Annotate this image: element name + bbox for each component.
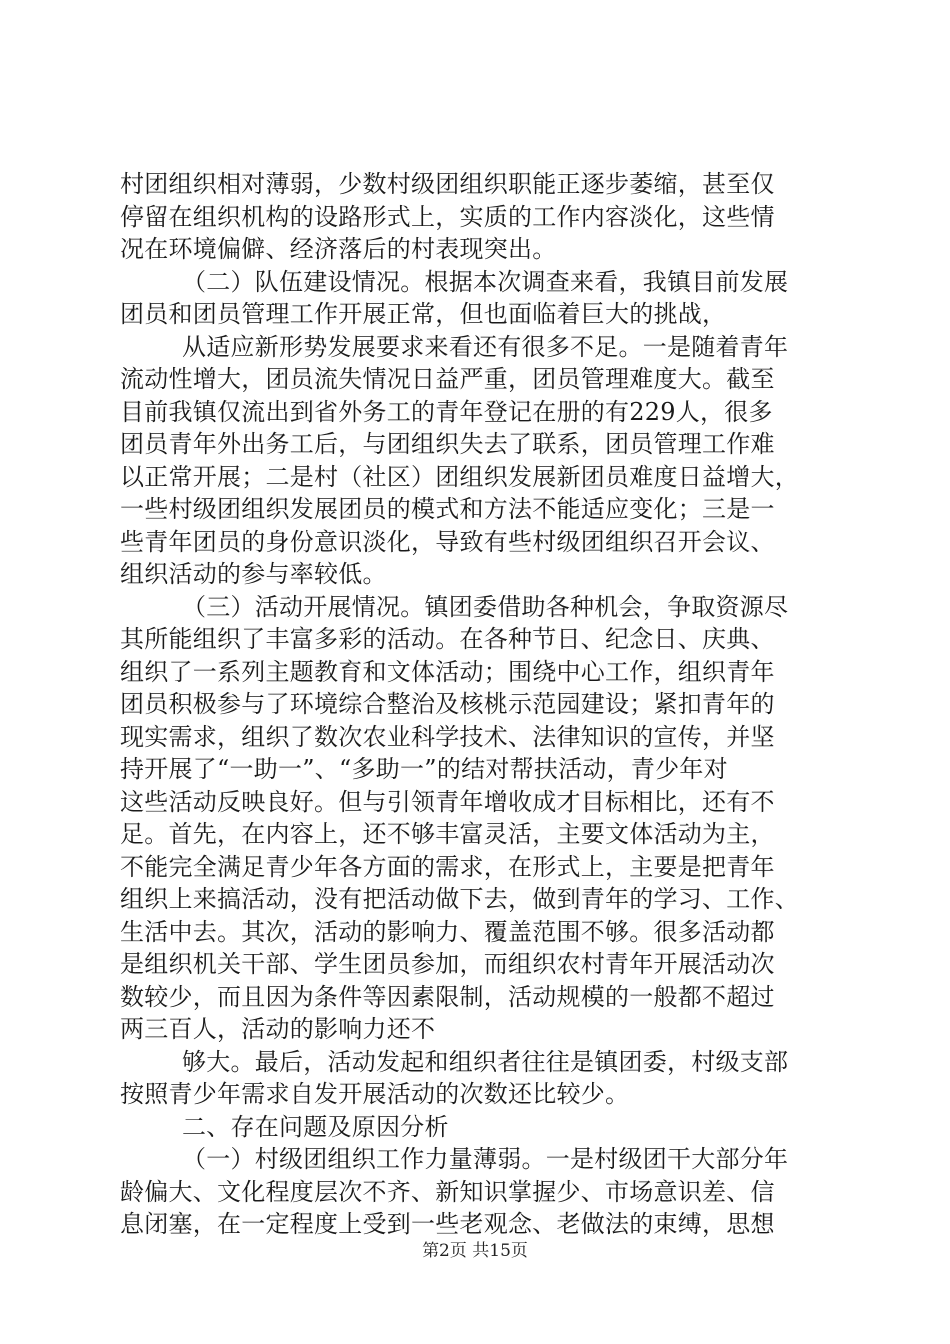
text-line: 这些活动反映良好。但与引领青年增收成才目标相比，还有不	[120, 787, 775, 816]
paragraph-start-line: （二）队伍建设情况。根据本次调查来看，我镇目前发展	[182, 267, 789, 296]
text-line: 组织了一系列主题教育和文体活动；围绕中心工作，组织青年	[120, 657, 775, 686]
text-line: 村团组织相对薄弱，少数村级团组织职能正逐步萎缩，甚至仅	[120, 170, 775, 198]
text-line: 团员青年外出务工后，与团组织失去了联系，团员管理工作难	[120, 430, 775, 458]
text-line: 团员积极参与了环境综合整治及核桃示范园建设；紧扣青年的	[120, 690, 775, 718]
paragraph-start-line: 从适应新形势发展要求来看还有很多不足。一是随着青年	[182, 332, 789, 361]
paragraph-start-line: （三）活动开展情况。镇团委借助各种机会，争取资源尽	[182, 592, 789, 621]
text-line: 组织活动的参与率较低。	[120, 560, 387, 588]
text-line: 不能完全满足青少年各方面的需求，在形式上，主要是把青年	[120, 852, 775, 881]
text-line: 些青年团员的身份意识淡化，导致有些村级团组织召开会议、	[120, 527, 775, 556]
text-line: 两三百人，活动的影响力还不	[120, 1015, 436, 1043]
text-line: 一些村级团组织发展团员的模式和方法不能适应变化；三是一	[120, 495, 775, 523]
text-line: 停留在组织机构的设路形式上，实质的工作内容淡化，这些情	[120, 202, 775, 231]
document-body	[120, 168, 834, 1241]
paragraph-start-line: （一）村级团组织工作力量薄弱。一是村级团干大部分年	[182, 1145, 789, 1173]
text-line: 团员和团员管理工作开展正常，但也面临着巨大的挑战，	[120, 300, 727, 328]
text-line: 生活中去。其次，活动的影响力、覆盖范围不够。很多活动都	[120, 917, 775, 946]
text-line: 况在环境偏僻、经济落后的村表现突出。	[120, 235, 557, 263]
page-number-footer: 第2页 共15页	[422, 1241, 528, 1261]
text-line: 现实需求，组织了数次农业科学技术、法律知识的宣传，并坚	[120, 722, 775, 751]
text-line: 流动性增大，团员流失情况日益严重，团员管理难度大。截至	[120, 365, 775, 393]
text-line: 持开展了“一助一”、“多助一”的结对帮扶活动，青少年对	[120, 755, 728, 783]
text-line: 数较少，而且因为条件等因素限制，活动规模的一般都不超过	[120, 982, 775, 1011]
text-line: 其所能组织了丰富多彩的活动。在各种节日、纪念日、庆典、	[120, 625, 775, 653]
text-line: 足。首先，在内容上，还不够丰富灵活，主要文体活动为主，	[120, 820, 775, 848]
text-line: 龄偏大、文化程度层次不齐、新知识掌握少、市场意识差、信	[120, 1177, 775, 1206]
section-heading: 二、存在问题及原因分析	[182, 1112, 449, 1141]
text-line: 组织上来搞活动，没有把活动做下去，做到青年的学习、工作、	[120, 885, 799, 913]
text-line: 以正常开展；二是村（社区）团组织发展新团员难度日益增大，	[120, 462, 799, 491]
text-line: 息闭塞，在一定程度上受到一些老观念、老做法的束缚，思想	[120, 1210, 775, 1238]
text-line: 目前我镇仅流出到省外务工的青年登记在册的有229人，很多	[120, 397, 773, 426]
text-line: 是组织机关干部、学生团员参加，而组织农村青年开展活动次	[120, 950, 775, 978]
text-line: 按照青少年需求自发开展活动的次数还比较少。	[120, 1080, 630, 1108]
paragraph-start-line: 够大。最后，活动发起和组织者往往是镇团委，村级支部	[182, 1047, 789, 1076]
